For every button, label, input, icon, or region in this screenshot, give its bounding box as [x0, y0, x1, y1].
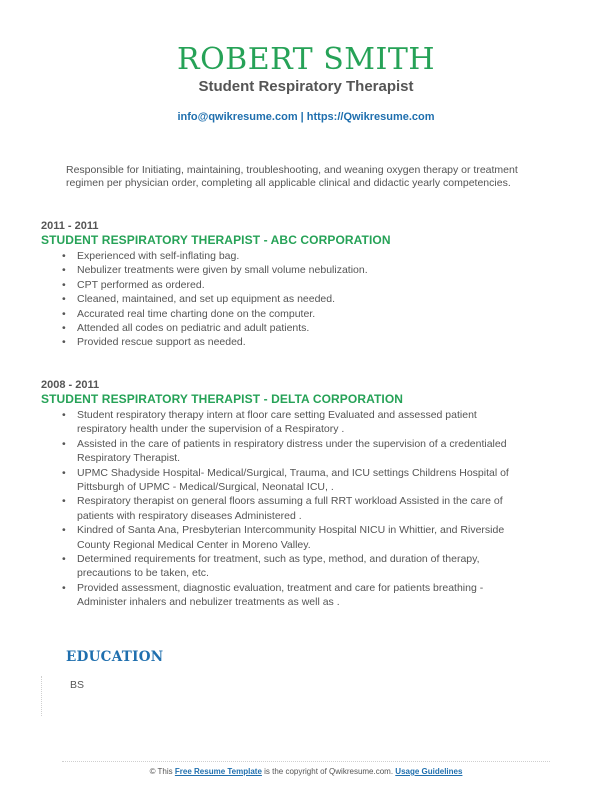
bullet-item: • Experienced with self-inflating bag. [62, 250, 240, 262]
bullet-item: • Respiratory therapist on general floors assuming a full RRT workload Assisted in the care of patients with respiratory diseases Administered . [62, 495, 503, 522]
bullet-icon: • [62, 437, 66, 450]
bullet-item: • Student respiratory therapy intern at floor care setting Evaluated and assessed patient respiratory health under the supervision of a Respiratory . [62, 409, 477, 436]
summary-paragraph: Responsible for Initiating, maintaining, troubleshooting, and weaning oxygen therapy or treatment regimen per physician order, completing all applicable clinical and didactic yearly competencies. [66, 164, 518, 189]
job-dates: 2008 - 2011 [41, 379, 100, 391]
footer-middle: is the copyright of Qwikresume.com. [264, 767, 394, 776]
bullet-item: • Accurated real time charting done on the computer. [62, 307, 316, 320]
job-bullets [41, 408, 541, 610]
bullet-icon: • [62, 264, 66, 277]
bullet-item: • Attended all codes on pediatric and adult patients. [62, 322, 310, 335]
experience-entry-2 [41, 379, 541, 610]
experience-entry-1 [41, 220, 541, 350]
footer [0, 767, 612, 776]
contact-line[interactable]: info@qwikresume.com | https://Qwikresume.com [177, 111, 435, 123]
job-title: STUDENT RESPIRATORY THERAPIST - ABC CORPORATION [41, 233, 391, 247]
footer-prefix: © This [149, 767, 173, 776]
bullet-item: • Assisted in the care of patients in respiratory distress under the supervision of a credentialed Respiratory Therapist. [62, 437, 507, 465]
bullet-icon: • [62, 250, 66, 262]
candidate-role: Student Respiratory Therapist [198, 78, 414, 95]
job-dates: 2011 - 2011 [41, 220, 99, 232]
bullet-icon: • [62, 581, 66, 594]
bullet-item: • Nebulizer treatments were given by small volume nebulization. [62, 264, 368, 277]
bullet-icon: • [62, 322, 66, 335]
bullet-icon: • [62, 409, 66, 421]
job-title: STUDENT RESPIRATORY THERAPIST - DELTA CORPORATION [41, 392, 404, 406]
bullet-icon: • [62, 524, 66, 537]
usage-guidelines-link[interactable]: Usage Guidelines [395, 767, 463, 776]
footer-divider [62, 761, 550, 762]
bullet-icon: • [62, 495, 66, 508]
bullet-item: • Determined requirements for treatment, such as type, method, and duration of therapy, precautions to be taken, etc. [62, 553, 480, 580]
job-bullets [41, 249, 541, 350]
bullet-item: • Kindred of Santa Ana, Presbyterian Intercommunity Hospital NICU in Whittier, and Riverside County Regional Medical Center in Moreno Valley. [62, 524, 505, 551]
bullet-icon: • [62, 466, 66, 479]
bullet-icon: • [62, 307, 66, 320]
bullet-item: • Provided rescue support as needed. [62, 336, 246, 349]
bullet-item: • UPMC Shadyside Hospital- Medical/Surgical, Trauma, and ICU settings Childrens Hospital of Pittsburgh of UPMC - Medical/Surgical, Neonatal ICU, . [62, 466, 509, 494]
free-resume-template-link[interactable]: Free Resume Template [174, 767, 262, 776]
bullet-item: • CPT performed as ordered. [62, 278, 205, 291]
bullet-icon: • [62, 553, 66, 566]
bullet-item: • Provided assessment, diagnostic evaluation, treatment and care for patients breathing - Administer inhalers and nebulizer treatments as well as . [62, 581, 484, 609]
bullet-item: • Cleaned, maintained, and set up equipment as needed. [62, 293, 336, 306]
education-divider [41, 676, 42, 716]
candidate-name: ROBERT SMITH [176, 42, 436, 77]
bullet-icon: • [62, 293, 66, 306]
education-heading: EDUCATION [66, 649, 164, 665]
bullet-icon: • [62, 336, 66, 349]
bullet-icon: • [62, 278, 66, 291]
education-degree: BS [70, 679, 85, 691]
